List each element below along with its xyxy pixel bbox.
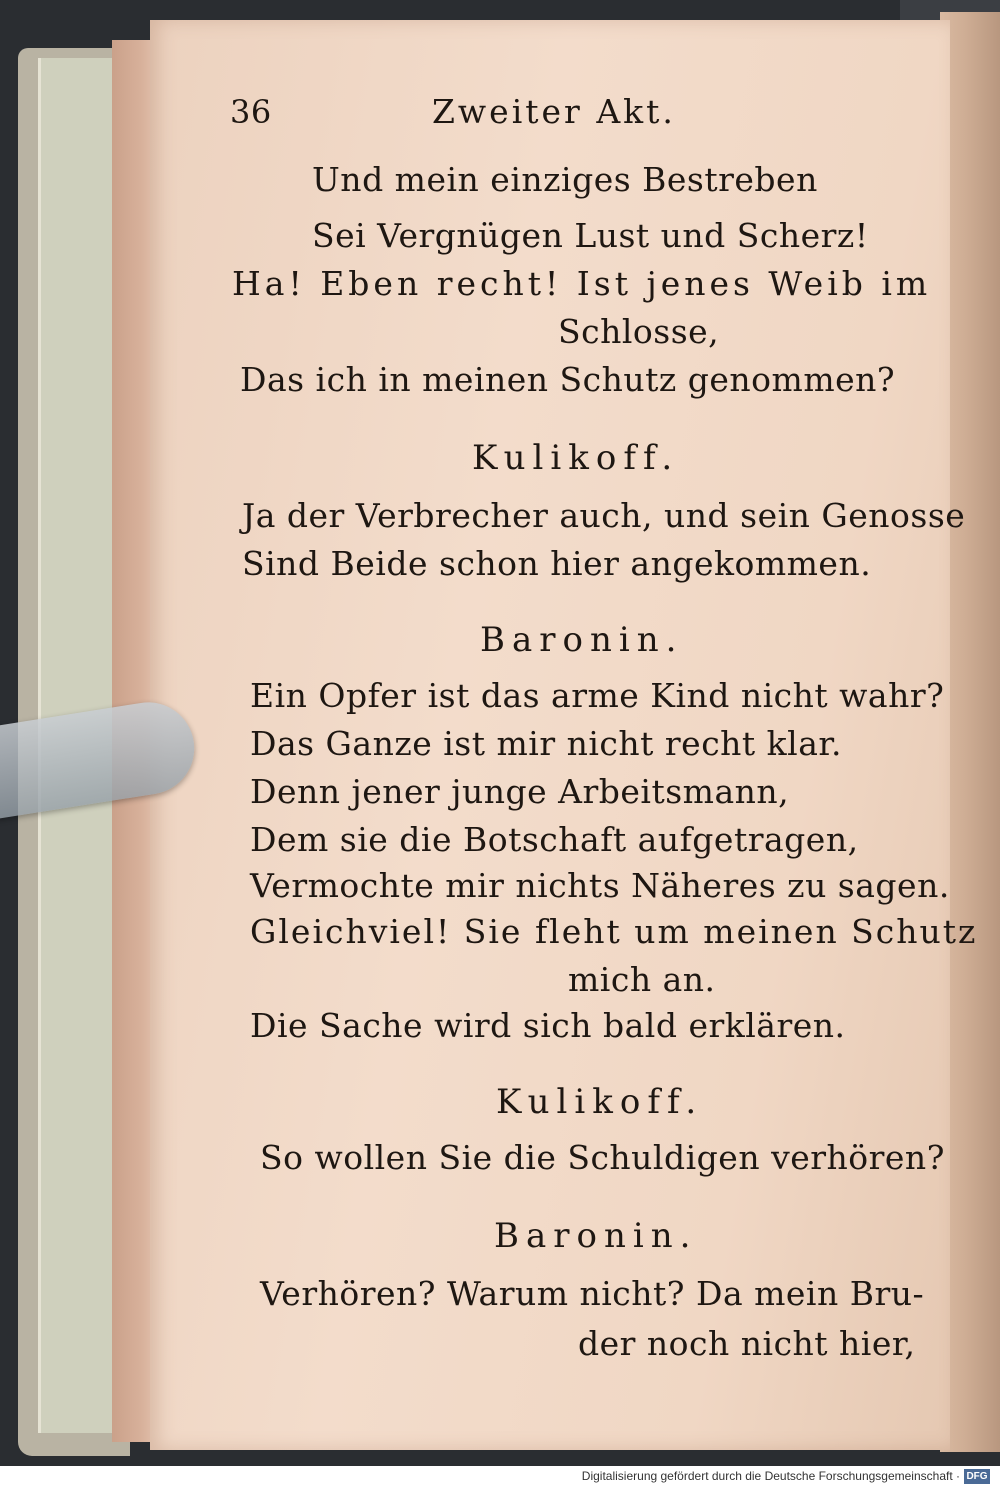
text-line: Vermochte mir nichts Näheres zu sagen. — [250, 866, 950, 905]
dfg-logo-icon: DFG — [964, 1469, 990, 1484]
text-line: Das ich in meinen Schutz genommen? — [240, 360, 896, 399]
text-line: der noch nicht hier, — [578, 1324, 916, 1363]
text-line: Schlosse, — [558, 312, 720, 351]
text-line: Ha! Eben recht! Ist jenes Weib im — [232, 264, 932, 303]
text-line: Ein Opfer ist das arme Kind nicht wahr? — [250, 676, 945, 715]
text-line: Die Sache wird sich bald erklären. — [250, 1006, 846, 1045]
text-line: Das Ganze ist mir nicht recht klar. — [250, 724, 843, 763]
page-number: 36 — [230, 93, 272, 131]
text-line: Sind Beide schon hier angekommen. — [242, 544, 872, 583]
running-title: Zweiter Akt. — [432, 92, 676, 131]
text-line: mich an. — [568, 960, 716, 999]
speaker-name: Kulikoff. — [496, 1082, 704, 1122]
book-page — [150, 20, 978, 1450]
text-line: Verhören? Warum nicht? Da mein Bru- — [260, 1274, 925, 1313]
text-line: Ja der Verbrecher auch, und sein Genosse — [242, 496, 966, 535]
speaker-name: Baronin. — [494, 1216, 698, 1256]
text-line: Dem sie die Botschaft aufgetragen, — [250, 820, 859, 859]
footer-credit: Digitalisierung gefördert durch die Deutsche Forschungsgemeinschaft · — [581, 1469, 960, 1483]
speaker-name: Kulikoff. — [472, 438, 680, 478]
speaker-name: Baronin. — [480, 620, 684, 660]
text-line: Gleichviel! Sie fleht um meinen Schutz — [250, 912, 978, 951]
text-line: Und mein einziges Bestreben — [312, 160, 818, 199]
text-line: Denn jener junge Arbeitsmann, — [250, 772, 790, 811]
text-line: Sei Vergnügen Lust und Scherz! — [312, 216, 869, 255]
text-line: So wollen Sie die Schuldigen verhören? — [260, 1138, 945, 1177]
